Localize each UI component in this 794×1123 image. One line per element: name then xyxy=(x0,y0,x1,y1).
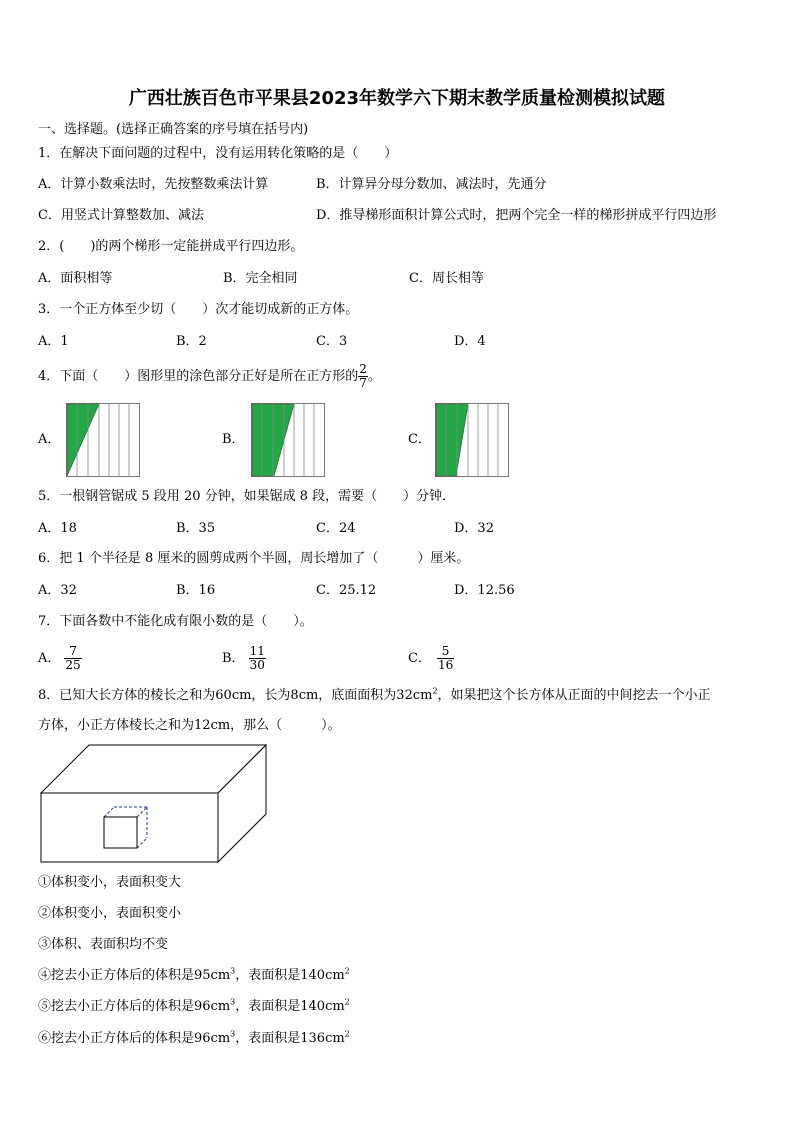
q7-option-b-den: 30 xyxy=(249,658,265,672)
q7-option-a-label: A． xyxy=(38,651,61,666)
q8-line1-end: ，如果把这个长方体从正面的中间挖去一个小正 xyxy=(437,688,711,703)
q4-fraction-den: 7 xyxy=(359,376,367,390)
q8-cuboid-front xyxy=(41,793,218,862)
q4-stem-end: 。 xyxy=(367,369,381,384)
q7-option-c-den: 16 xyxy=(437,658,454,672)
q3-option-a: A．1 xyxy=(38,334,69,349)
q7-option-b xyxy=(222,643,266,675)
q8-option-5-sup2: 2 xyxy=(344,997,350,1007)
q8-option-4-mid: ，表面积是140cm xyxy=(235,968,345,983)
q4-figure-b xyxy=(251,403,327,477)
q8-option-6-sup2: 2 xyxy=(344,1029,350,1039)
q8-line1-text: 8．已知大长方体的棱长之和为60cm，长为8cm，底面面积为32cm xyxy=(38,688,433,703)
q6-option-b: B．16 xyxy=(176,583,216,598)
q7-option-c-label: C． xyxy=(408,651,431,666)
q1-option-b: B．计算异分母分数加、减法时，先通分 xyxy=(316,177,547,192)
q4-option-c-label: C． xyxy=(408,432,431,447)
q4-figure-a xyxy=(66,403,142,477)
q8-option-4-sup: 3 xyxy=(230,966,236,976)
q5-stem: 5．一根钢管锯成 5 段用 20 分钟，如果锯成 8 段，需要（ ）分钟． xyxy=(38,489,456,504)
q8-option-4 xyxy=(38,968,350,984)
q2-option-a: A．面积相等 xyxy=(38,271,113,286)
q1-stem: 1．在解决下面问题的过程中，没有运用转化策略的是（ ） xyxy=(38,146,398,161)
q7-option-b-num: 11 xyxy=(249,644,265,658)
q8-cuboid-figure xyxy=(40,744,268,864)
q3-option-c: C．3 xyxy=(316,334,348,349)
q8-option-5 xyxy=(38,999,350,1015)
q8-option-1: ①体积变小，表面积变大 xyxy=(38,875,182,890)
q2-option-b: B．完全相同 xyxy=(223,271,298,286)
q8-option-2: ②体积变小，表面积变小 xyxy=(38,906,182,921)
q8-option-6-text: ⑥挖去小正方体后的体积是96cm xyxy=(38,1031,231,1046)
q7-option-b-fraction xyxy=(249,645,266,672)
q7-option-a xyxy=(38,643,82,675)
q4-stem xyxy=(38,362,381,392)
page-title: 广西壮族百色市平果县2023年数学六下期末教学质量检测模拟试题 xyxy=(128,88,666,109)
q2-stem: 2．( )的两个梯形一定能拼成平行四边形。 xyxy=(38,239,304,254)
q8-option-5-sup: 3 xyxy=(230,997,236,1007)
q7-stem: 7．下面各数中不能化成有限小数的是（ ）。 xyxy=(38,614,313,629)
q7-option-c-num: 5 xyxy=(437,645,454,659)
q8-option-5-mid: ，表面积是140cm xyxy=(235,999,345,1014)
q6-option-d: D．12.56 xyxy=(454,583,515,598)
q6-stem: 6．把 1 个半径是 8 厘米的圆剪成两个半圆，周长增加了（ ）厘米。 xyxy=(38,551,470,566)
q7-option-c-fraction xyxy=(437,645,454,672)
q3-option-b: B．2 xyxy=(176,334,207,349)
q7-option-c xyxy=(408,643,454,675)
q7-option-a-fraction xyxy=(64,645,81,672)
q3-stem: 3．一个正方体至少切（ ）次才能切成新的正方体。 xyxy=(38,302,359,317)
q7-option-a-num: 7 xyxy=(64,645,81,659)
q1-option-c: C．用竖式计算整数加、减法 xyxy=(38,208,204,223)
q5-option-b: B．35 xyxy=(176,521,216,536)
q7-option-a-den: 25 xyxy=(65,658,81,672)
q8-option-3: ③体积、表面积均不变 xyxy=(38,937,169,952)
q8-line2: 方体，小正方体棱长之和为12cm，那么（ ）。 xyxy=(38,718,341,733)
q5-option-c: C．24 xyxy=(316,521,356,536)
q7-option-b-label: B． xyxy=(222,651,245,666)
q4-figure-c xyxy=(435,403,511,477)
q4-stem-text: 4．下面（ ）图形里的涂色部分正好是所在正方形的 xyxy=(38,369,359,384)
q1-option-a: A．计算小数乘法时，先按整数乘法计算 xyxy=(38,177,269,192)
q5-option-a: A．18 xyxy=(38,521,77,536)
q4-option-a-label: A． xyxy=(38,432,61,447)
q4-fraction-num: 2 xyxy=(359,362,367,376)
q4-fraction xyxy=(358,363,368,390)
q4-option-b-label: B． xyxy=(222,432,245,447)
q6-option-a: A．32 xyxy=(38,583,77,598)
q2-option-c: C．周长相等 xyxy=(409,271,484,286)
q8-line1 xyxy=(38,688,711,704)
q8-option-6-mid: ，表面积是136cm xyxy=(235,1031,345,1046)
q3-option-d: D．4 xyxy=(454,334,486,349)
q8-line1-sup: 2 xyxy=(432,686,438,696)
q8-option-6 xyxy=(38,1031,350,1047)
q5-option-d: D．32 xyxy=(454,521,494,536)
q6-option-c: C．25.12 xyxy=(316,583,377,598)
q1-option-d: D．推导梯形面积计算公式时，把两个完全一样的梯形拼成平行四边形 xyxy=(316,208,717,223)
q8-option-5-text: ⑤挖去小正方体后的体积是96cm xyxy=(38,999,231,1014)
q8-option-6-sup: 3 xyxy=(230,1029,236,1039)
q8-option-4-sup2: 2 xyxy=(344,966,350,976)
q8-option-4-text: ④挖去小正方体后的体积是95cm xyxy=(38,968,231,983)
section-heading: 一、选择题。(选择正确答案的序号填在括号内) xyxy=(38,122,309,137)
